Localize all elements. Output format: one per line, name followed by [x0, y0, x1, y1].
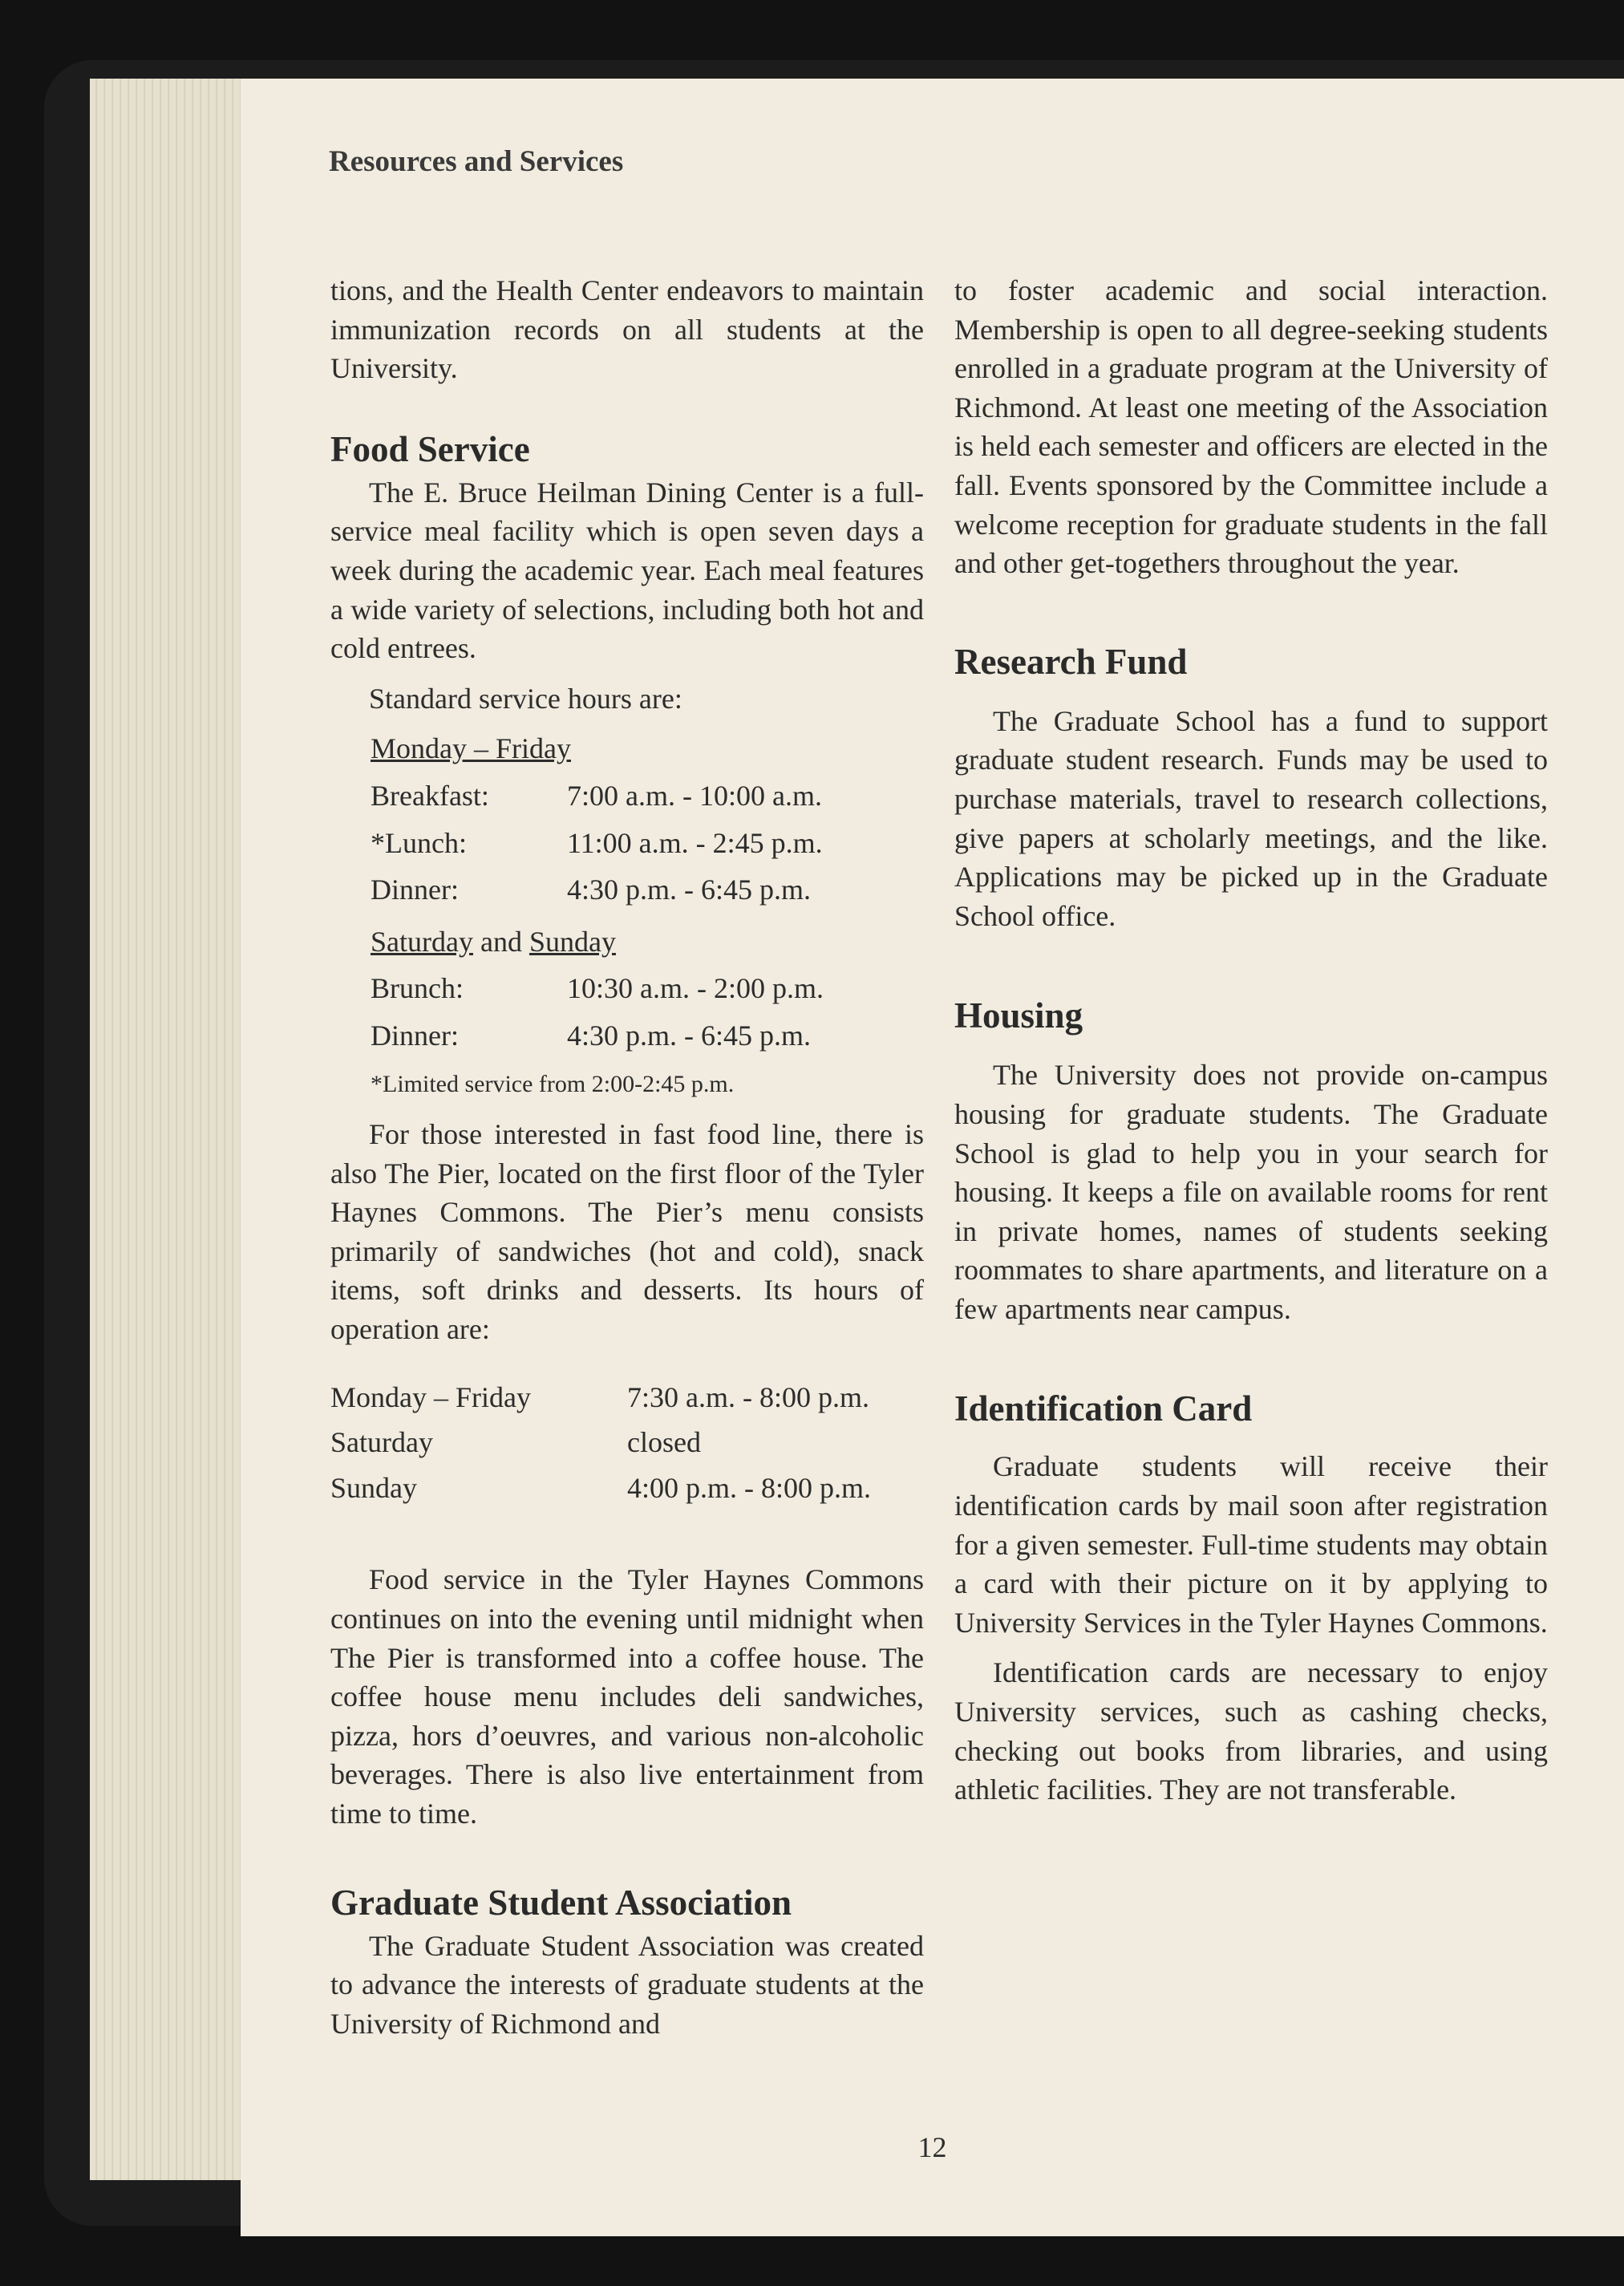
weekday-label: Monday – Friday [371, 732, 571, 765]
document-page [241, 79, 1624, 2236]
left-column [330, 271, 924, 2043]
paragraph-housing: The University does not provide on-campus housing for graduate students. The Graduate School is glad to help you in your search for housing. It keeps a file on available rooms for rent in private homes, names of students seeking roommates to share apartments, and literature on a few apartments near campus. [954, 1059, 1548, 1325]
schedule-row [371, 969, 924, 1008]
paragraph-research-fund: The Graduate School has a fund to support graduate student research. Funds may be used to purchase materials, travel to research collections, give papers at scholarly meetings, and the like. Applications may be picked up in the Graduate School office. [954, 704, 1548, 932]
heading-research-fund: Research Fund [954, 641, 1188, 682]
and-label: and [472, 925, 529, 958]
schedule-row [371, 824, 924, 863]
pier-time: closed [627, 1426, 701, 1459]
schedule-row [330, 1469, 924, 1508]
day-label: Monday – Friday [330, 1380, 531, 1413]
weekend-schedule [371, 922, 924, 1056]
saturday-label: Saturday [371, 925, 473, 958]
meal-time: 4:30 p.m. - 6:45 p.m. [567, 873, 811, 906]
paragraph-gsa: The Graduate Student Association was created to advance the interests of graduate students at the University of Richmond and [330, 1929, 924, 2040]
paragraph-health-continued: tions, and the Health Center endeavors to maintain immunization records on all students at the University. [330, 274, 924, 385]
paragraph-coffee-house: Food service in the Tyler Haynes Commons continues on into the evening until midnight when The Pier is transformed into a coffee house. The coffee house menu includes deli sandwiches, pizza, hors d’oeuvres, and various non-alcoholic beverages. There is also live entertainment from time to time. [330, 1563, 924, 1830]
schedule-row [371, 870, 924, 910]
paragraph-hours-intro: Standard service hours are: [369, 682, 682, 715]
heading-identification-card: Identification Card [954, 1388, 1253, 1429]
meal-label: Dinner: [371, 873, 459, 906]
meal-time: 10:30 a.m. - 2:00 p.m. [567, 972, 824, 1005]
paragraph-gsa-continued: to foster academic and social interaction. Membership is open to all degree-seeking students enrolled in a graduate program at the University of Richmond. At least one meeting of the Association is held each semester and officers are elected in the fall. Events sponsored by the Committee include a welcome reception for graduate students in the fall and other get-togethers throughout the year. [954, 274, 1548, 580]
page-number: 12 [917, 2131, 947, 2163]
paragraph-id-usage: Identification cards are necessary to enjoy University services, such as cashing checks, checking out books from libraries, and using athletic facilities. They are not transferable. [954, 1656, 1548, 1806]
paragraph-dining-center: The E. Bruce Heilman Dining Center is a full-service meal facility which is open seven days a week during the academic year. Each meal features a wide variety of selections, including both hot and cold entrees. [330, 476, 924, 665]
sunday-label: Sunday [529, 925, 616, 958]
right-column [954, 271, 1548, 1810]
paragraph-id-card: Graduate students will receive their identification cards by mail soon after registration for a given semester. Full-time students may obtain a card with their picture on it by applying to University Services in the Tyler Haynes Commons. [954, 1450, 1548, 1639]
lunch-footnote: *Limited service from 2:00-2:45 p.m. [371, 1070, 735, 1097]
paragraph-the-pier: For those interested in fast food line, there is also The Pier, located on the first floor of the Tyler Haynes Commons. The Pier’s menu consists primarily of sandwiches (hot and cold), snack items, soft drinks and desserts. Its hours of operation are: [330, 1118, 924, 1346]
meal-label: Brunch: [371, 972, 464, 1005]
pier-schedule [330, 1378, 924, 1508]
day-label: Saturday [330, 1426, 433, 1459]
meal-label: Breakfast: [371, 779, 489, 812]
weekday-schedule [371, 729, 924, 909]
running-header: Resources and Services [329, 145, 624, 178]
meal-time: 7:00 a.m. - 10:00 a.m. [567, 779, 822, 812]
meal-time: 11:00 a.m. - 2:45 p.m. [567, 826, 823, 859]
schedule-row [330, 1423, 924, 1462]
meal-label: Dinner: [371, 1019, 459, 1052]
heading-housing: Housing [954, 995, 1083, 1036]
day-label: Sunday [330, 1471, 417, 1504]
pier-time: 4:00 p.m. - 8:00 p.m. [627, 1471, 871, 1504]
heading-graduate-student-association: Graduate Student Association [330, 1882, 792, 1923]
meal-label: *Lunch: [371, 826, 467, 859]
heading-food-service: Food Service [330, 428, 530, 469]
schedule-row [330, 1378, 924, 1417]
schedule-row [371, 1016, 924, 1056]
pier-time: 7:30 a.m. - 8:00 p.m. [627, 1380, 869, 1413]
meal-time: 4:30 p.m. - 6:45 p.m. [567, 1019, 811, 1052]
page-edges [90, 79, 258, 2180]
schedule-row [371, 776, 924, 816]
weekend-label [371, 922, 924, 962]
